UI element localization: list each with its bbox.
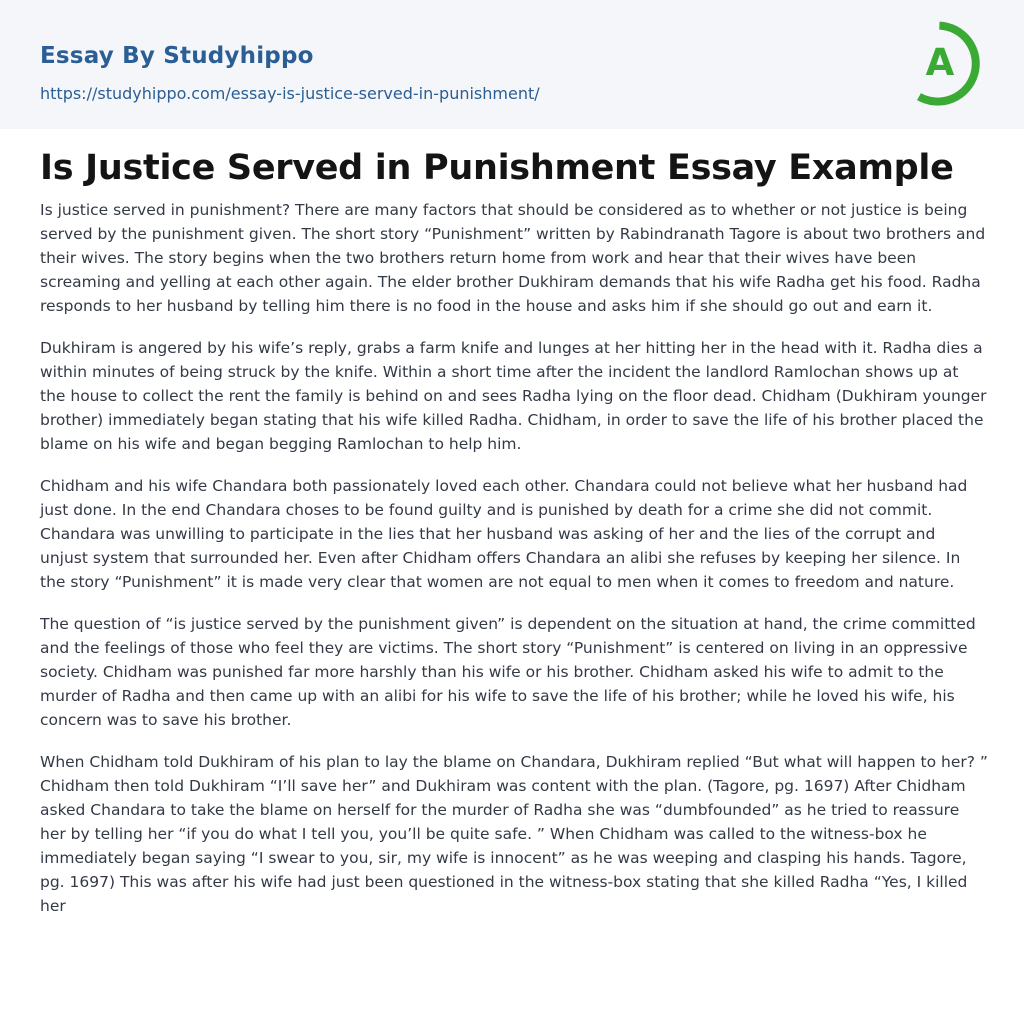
paragraph: The question of “is justice served by the punishment given” is dependent on the situation at hand, the crime committed and the feelings of those who feel they are victims. The short story “Punishment” is centered on living in an oppressive society. Chidham was punished far more harshly than his wife or his brother. Chidham asked his wife to admit to the murder of Radha and then came up with an alibi for his wife to save the life of his brother; while he loved his wife, his concern was to save his brother. <box>40 615 976 729</box>
site-brand[interactable]: Essay By Studyhippo <box>40 43 314 69</box>
paragraph: Dukhiram is angered by his wife’s reply, grabs a farm knife and lunges at her hitting her in the head with it. Radha dies a within minutes of being struck by the knife. Within a short time after the incident the landlord Ramlochan shows up at the house to collect the rent the family is behind on and sees Radha lying on the floor dead. Chidham (Dukhiram younger brother) immediately began stating that his wife killed Radha. Chidham, in order to save the life of his brother placed the blame on his wife and began begging Ramlochan to help him. <box>40 339 987 453</box>
paragraph: Is justice served in punishment? There are many factors that should be considered as to whether or not justice is being served by the punishment given. The short story “Punishment” written by Rabindranath Tagore is about two brothers and their wives. The story begins when the two brothers return home from work and hear that their wives have been screaming and yelling at each other again. The elder brother Dukhiram demands that his wife Radha get his food. Radha responds to her husband by telling him there is no food in the house and asks him if she should go out and earn it. <box>40 201 986 315</box>
logo-letter: A <box>925 41 955 84</box>
site-header <box>0 0 1024 129</box>
page-title: Is Justice Served in Punishment Essay Example <box>40 148 954 188</box>
paragraph: Chidham and his wife Chandara both passionately loved each other. Chandara could not believe what her husband had just done. In the end Chandara choses to be found guilty and is punished by death for a crime she did not commit. Chandara was unwilling to participate in the lies that her husband was asking of her and the lies of the corrupt and unjust system that surrounded her. Even after Chidham offers Chandara an alibi she refuses by keeping her silence. In the story “Punishment” it is made very clear that women are not equal to men when it comes to freedom and nature. <box>40 477 968 591</box>
article <box>40 144 988 936</box>
source-url-link[interactable]: https://studyhippo.com/essay-is-justice-served-in-punishment/ <box>40 84 540 103</box>
studyhippo-logo-icon[interactable] <box>909 17 989 107</box>
paragraph: When Chidham told Dukhiram of his plan to lay the blame on Chandara, Dukhiram replied “But what will happen to her? ” Chidham then told Dukhiram “I’ll save her” and Dukhiram was content with the plan. (Tagore, pg. 1697) After Chidham asked Chandara to take the blame on herself for the murder of Radha she was “dumbfounded” as he tried to reassure her by telling her “if you do what I tell you, you’ll be quite safe. ” When Chidham was called to the witness-box he immediately began saying “I swear to you, sir, my wife is innocent” as he was weeping and clasping his hands. Tagore, pg. 1697) This was after his wife had just been questioned in the witness-box stating that she killed Radha “Yes, I killed her <box>40 753 988 915</box>
